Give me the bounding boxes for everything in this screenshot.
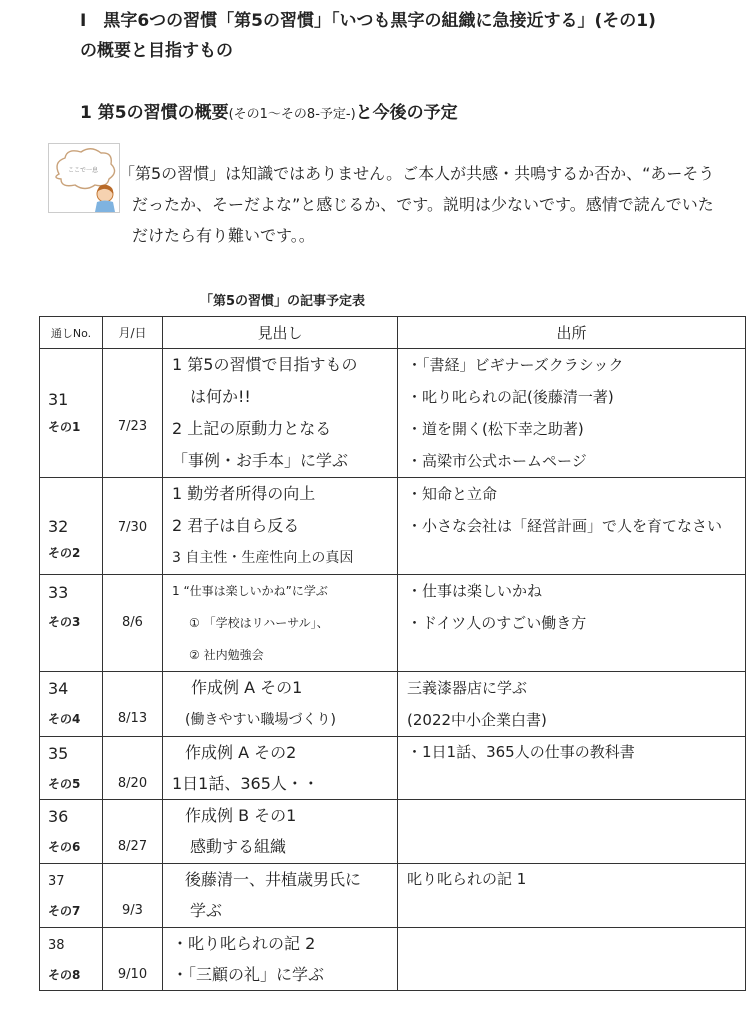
serial-number: 37 [48,874,65,889]
source-cell [398,737,746,800]
heading-cell [163,478,398,575]
part-label: その5 [48,777,81,791]
date-cell [103,800,163,864]
heading-line: ① 「学校はリハーサル」、 [189,616,329,630]
serial-number: 32 [48,517,69,536]
date-value: 8/13 [117,711,148,726]
source-line: ・ドイツ人のすごい働き方 [407,614,587,632]
source-cell [398,672,746,737]
date-cell [103,478,163,575]
table-row [40,928,746,991]
table-row [40,478,746,575]
header-heading: 見出し [163,317,398,349]
source-line: ・叱り叱られの記(後藤清一著) [407,388,614,406]
part-label: その1 [48,420,81,434]
heading-line: 作成例 A その1 [191,678,303,697]
heading-line: 「事例・お手本」に学ぶ [172,451,349,470]
table-row [40,349,746,478]
heading-line: (働きやすい職場づくり) [185,712,336,728]
heading-cell [163,672,398,737]
serial-cell [40,672,103,737]
date-cell [103,575,163,672]
source-line: ・小さな会社は「経営計画」で人を育てなさい [407,517,723,535]
heading-line: 作成例 B その1 [185,806,297,825]
serial-cell [40,349,103,478]
date-cell [103,864,163,928]
part-label: その8 [48,968,81,982]
serial-number: 34 [48,679,69,698]
serial-cell [40,575,103,672]
heading-line: 感動する組織 [190,837,287,856]
heading-cell [163,928,398,991]
heading-cell [163,575,398,672]
date-value: 7/30 [117,520,148,535]
svg-text:ここで一息: ここで一息 [67,167,99,174]
date-value: 8/20 [117,776,148,791]
source-line: ・1日1話、365人の仕事の教科書 [407,743,635,761]
section-title-main: 1 第5の習慣の概要 [80,103,229,123]
heading-line: 2 君子は自ら反る [172,516,300,535]
heading-cell [163,349,398,478]
heading-line-2: の概要と目指すもの [80,41,233,61]
source-cell [398,575,746,672]
heading-line: は何か!! [190,387,251,406]
source-cell [398,928,746,991]
section-title [80,98,458,123]
source-cell [398,864,746,928]
intro-line-1: 「第5の習慣」は知識ではありません。ご本人が共感・共鳴するか否か、“あーそう [119,164,715,183]
heading-line: 後藤清一、井植歳男氏に [185,870,362,889]
date-value: 9/10 [117,967,148,982]
part-label: その7 [48,904,81,918]
serial-cell [40,800,103,864]
heading-cell [163,800,398,864]
date-cell [103,737,163,800]
serial-number: 33 [48,583,69,602]
intro-line-3: だけたら有り難いです。。 [132,226,315,245]
intro-paragraph [119,158,749,251]
serial-number: 38 [48,938,65,953]
source-cell [398,349,746,478]
schedule-table [39,316,746,991]
serial-cell [40,478,103,575]
heading-line: 1 第5の習慣で目指すもの [172,355,358,374]
heading-cell [163,864,398,928]
table-row [40,800,746,864]
heading-line: 1 “仕事は楽しいかね”に学ぶ [172,584,328,598]
part-label: その2 [48,546,81,560]
table-caption: 「第5の習慣」の記事予定表 [200,294,366,309]
table-row [40,672,746,737]
section-title-range: (その1～その8-予定-) [228,107,356,122]
serial-number: 35 [48,744,69,763]
source-line: 叱り叱られの記 1 [407,870,527,888]
source-line: ・道を開く(松下幸之助著) [407,420,584,438]
date-value: 7/23 [117,419,148,434]
part-label: その4 [48,712,81,726]
part-label: その6 [48,840,81,854]
thought-bubble-girl-icon [48,143,120,213]
header-source: 出所 [398,317,746,349]
table-row [40,864,746,928]
part-label: その3 [48,615,81,629]
header-serial-no: 通しNo. [40,317,103,349]
heading-line: 学ぶ [190,901,223,920]
heading-line: ・「三顧の礼」に学ぶ [172,965,325,984]
heading-line-1: Ⅰ 黒字6つの習慣「第5の習慣」「いつも黒字の組織に急接近する」(その1) [80,11,656,31]
serial-cell [40,737,103,800]
table-row [40,737,746,800]
heading-line: 作成例 A その2 [185,743,297,762]
heading-line: 3 自主性・生産性向上の真因 [172,550,354,566]
serial-number: 31 [48,390,69,409]
table-header-row [40,317,746,349]
heading-line: ・叱り叱られの記 2 [172,934,316,953]
date-cell [103,928,163,991]
heading-line: ② 社内勉強会 [189,648,264,662]
serial-number: 36 [48,807,69,826]
source-line: ・高梁市公式ホームページ [407,452,587,470]
source-line: 三義漆器店に学ぶ [407,679,528,697]
serial-cell [40,928,103,991]
heading-cell [163,737,398,800]
source-cell [398,478,746,575]
section-title-end: と今後の予定 [355,103,458,123]
intro-line-2: だったか、そーだよな”と感じるか、です。説明は少ないです。感情で読んでいた [132,195,714,214]
date-cell [103,349,163,478]
serial-cell [40,864,103,928]
source-line: ・知命と立命 [407,485,498,503]
source-line: (2022中小企業白書) [407,711,547,729]
header-date: 月/日 [103,317,163,349]
source-line: ・仕事は楽しいかね [407,582,543,600]
date-value: 8/6 [122,615,143,630]
date-value: 9/3 [122,903,143,918]
table-row [40,575,746,672]
document-heading [80,6,656,66]
heading-line: 1日1話、365人・・ [172,774,319,793]
heading-line: 2 上記の原動力となる [172,419,332,438]
heading-line: 1 勤労者所得の向上 [172,484,316,503]
source-line: ・「書経」ビギナーズクラシック [407,356,624,374]
source-cell [398,800,746,864]
date-cell [103,672,163,737]
date-value: 8/27 [117,839,148,854]
